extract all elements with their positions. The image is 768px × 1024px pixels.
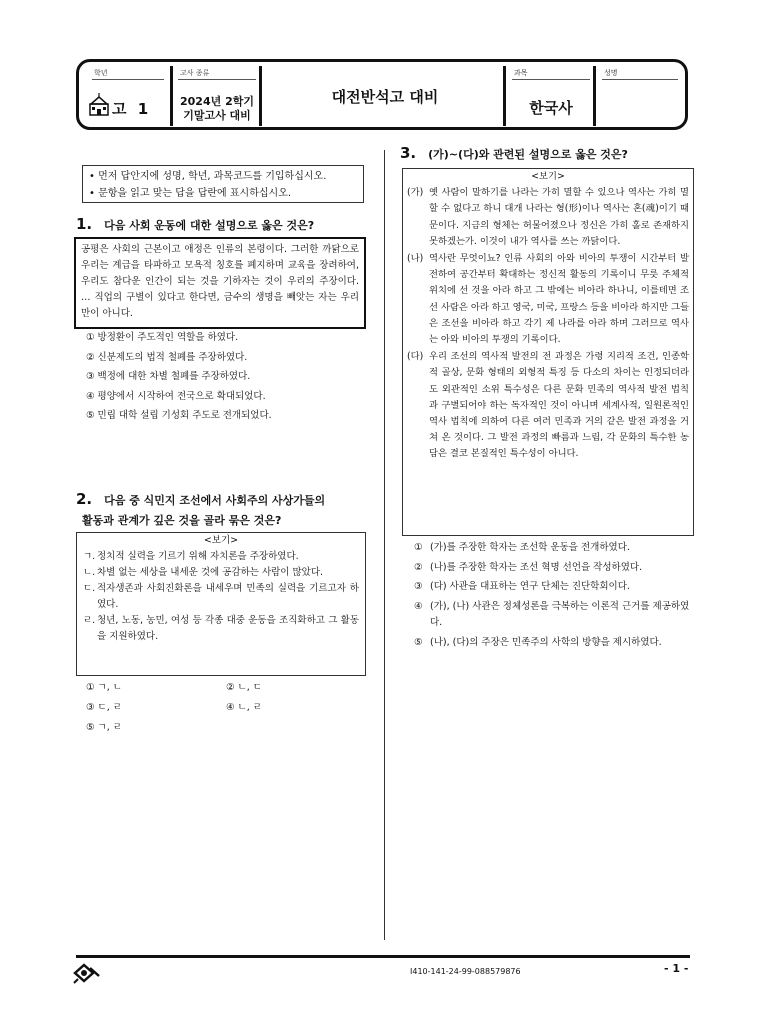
question-text: 다음 사회 운동에 대한 설명으로 옳은 것은?	[104, 219, 315, 232]
option-text: (나)를 주장한 학자는 조선 혁명 선언을 작성하였다.	[430, 561, 643, 573]
grade-underline	[92, 79, 164, 80]
grade-school: 고	[112, 100, 127, 118]
option-1[interactable]	[414, 540, 696, 557]
bogi-text: 청년, 노동, 농민, 여성 등 각종 대중 운동을 조직화하고 그 활동을 지원하였다.	[97, 615, 359, 642]
grade-value	[112, 98, 148, 119]
question-2-bogi-box	[76, 532, 366, 676]
name-label: 성명	[604, 69, 618, 77]
option-3[interactable]: ③ 백정에 대한 차별 철폐를 주장하였다.	[86, 371, 251, 382]
option-5[interactable]: ⑤ 민립 대학 설립 기성회 주도로 전개되었다.	[86, 410, 272, 421]
subject-value: 한국사	[529, 99, 573, 117]
bogi-item	[77, 549, 365, 565]
bogi-key: (나)	[407, 253, 424, 265]
bogi-text: 적자생존과 사회진화론을 내세우며 민족의 실력을 기르고자 하였다.	[97, 583, 359, 610]
option-1[interactable]: ① 방정환이 주도적인 역할을 하였다.	[86, 332, 239, 343]
bogi-item	[77, 581, 365, 613]
exam-title: 대전반석고 대비	[331, 88, 439, 106]
question-text: (가)~(다)와 관련된 설명으로 옳은 것은?	[428, 148, 628, 161]
question-1-header	[76, 215, 314, 233]
option-text: (다) 사관을 대표하는 연구 단체는 진단학회이다.	[430, 581, 630, 592]
publisher-logo-icon	[72, 962, 102, 984]
question-3-header	[400, 144, 628, 162]
bogi-item	[77, 613, 365, 645]
exam-type-underline	[178, 79, 256, 80]
choice-4[interactable]: ④ ㄴ, ㄹ	[226, 702, 262, 713]
option-2[interactable]: ② 신분제도의 법적 철폐를 주장하였다.	[86, 351, 248, 363]
bogi-key: (다)	[407, 351, 424, 363]
footer-rule	[76, 955, 690, 958]
option-text: (가)를 주장한 학자는 조선학 운동을 전개하였다.	[430, 542, 630, 553]
option-text: (나), (다)의 주장은 민족주의 사학의 방향을 제시하였다.	[430, 636, 662, 648]
bogi-item	[403, 250, 693, 348]
question-2-header	[76, 489, 325, 531]
bogi-text: 역사란 무엇이뇨? 인류 사회의 아와 비아의 투쟁이 시간부터 발전하여 공간부터 확대하는 정신적 활동의 기록이니 무릇 주체적 위치에 선 것을 아라 하고 그 밖에는 비아라 하나니, 이를테면 조선 사람은 아라 하고 영국, 미국, 프랑스 등을 비아라 하지만 그들은 조선을 비아라 하고 각기 제 나라를 아라 하며 그러므로 역사는 아와 비아의 투쟁의 기록이다.	[429, 253, 689, 346]
option-marker: ③	[414, 581, 423, 592]
page-number: - 1 -	[664, 962, 689, 975]
bogi-key: ㄹ.	[83, 615, 96, 626]
option-2[interactable]	[414, 560, 696, 577]
question-text: 다음 중 식민지 조선에서 사회주의 사상가들의	[104, 494, 326, 507]
option-marker: ⑤	[414, 636, 423, 648]
option-marker: ④	[414, 600, 423, 612]
grade-number: 1	[137, 100, 149, 118]
subject-underline	[512, 79, 590, 80]
bogi-title: <보기>	[203, 535, 239, 546]
bogi-key: ㄷ.	[83, 583, 96, 594]
question-3-bogi-box	[402, 168, 694, 536]
document-code: I410-141-24-99-088579876	[410, 967, 521, 976]
exam-term-kind: 기말고사 대비	[183, 109, 251, 122]
bogi-key: ㄴ.	[83, 567, 96, 578]
bogi-item	[77, 565, 365, 581]
exam-term-year: 2024년 2학기	[180, 95, 254, 108]
bogi-title: <보기>	[531, 171, 565, 182]
question-3-options	[414, 540, 696, 654]
column-divider	[384, 150, 385, 940]
question-number: 2.	[76, 490, 93, 508]
option-4[interactable]: ④ 평양에서 시작하여 전국으로 확대되었다.	[86, 390, 266, 402]
choice-3[interactable]: ③ ㄷ, ㄹ	[86, 702, 122, 713]
option-marker: ②	[414, 561, 423, 573]
bogi-key: ㄱ.	[83, 551, 96, 562]
instruction-line: • 문항을 읽고 맞는 답을 답란에 표시하십시오.	[89, 188, 292, 199]
option-marker: ①	[414, 542, 423, 553]
bogi-text: 옛 사람이 말하기를 나라는 가히 멸할 수 있으나 역사는 가히 멸할 수 없다고 하니 대개 나라는 형(形)이나 역사는 혼(魂)이기 때문이다. 지금의 형체는 허물어졌으나 정신은 가히 홀로 존재하지 못하겠는가. 이것이 내가 역사를 쓰는 까닭이다.	[429, 187, 689, 247]
option-5[interactable]	[414, 635, 696, 652]
instruction-line: • 먼저 답안지에 성명, 학년, 과목코드를 기입하십시오.	[89, 171, 327, 182]
choice-2[interactable]: ② ㄴ, ㄷ	[226, 682, 262, 693]
choice-1[interactable]: ① ㄱ, ㄴ	[86, 682, 122, 693]
bogi-text: 정치적 실력을 기르기 위해 자치론을 주장하였다.	[97, 551, 299, 562]
exam-term	[172, 95, 262, 123]
question-number: 3.	[400, 144, 417, 162]
question-1-options	[86, 328, 272, 426]
bogi-item	[403, 185, 693, 250]
name-underline	[602, 79, 678, 80]
bogi-key: (가)	[407, 187, 424, 199]
choice-5[interactable]: ⑤ ㄱ, ㄹ	[86, 722, 122, 733]
question-text: 활동과 관계가 깊은 것을 골라 묶은 것은?	[82, 514, 282, 527]
option-3[interactable]	[414, 579, 696, 596]
option-text: (가), (나) 사관은 정체성론을 극복하는 이론적 근거를 제공하였다.	[430, 600, 690, 628]
bogi-item	[403, 348, 693, 462]
option-4[interactable]	[414, 599, 696, 632]
school-icon	[88, 93, 110, 117]
question-number: 1.	[76, 215, 93, 233]
subject-label: 과목	[514, 69, 528, 77]
grade-label: 학년	[94, 69, 108, 77]
bogi-text: 차별 없는 세상을 내세운 것에 공감하는 사람이 많았다.	[97, 567, 324, 578]
question-1-passage: 공평은 사회의 근본이고 애정은 인류의 본령이다. 그러한 까닭으로 우리는 계급을 타파하고 모욕적 칭호를 폐지하며 교육을 장려하여, 우리도 참다운 인간이 되는 것을 기하자는 것이 우리의 주장이다. … 직업의 구별이 있다고 한다면, 금수의 생명을 빼앗는 자는 우리만이 아니다.	[74, 237, 366, 329]
exam-type-label: 고사 종류	[180, 69, 210, 77]
instructions-box	[82, 165, 364, 203]
bogi-text: 우리 조선의 역사적 발전의 전 과정은 가령 지리적 조건, 인종학적 골상, 문화 형태의 외형적 특징 등 다소의 차이는 인정되더라도 외관적인 소위 특수성은 다른 문화 민족의 역사적 발전 법칙과 구별되어야 하는 독자적인 것이 아니며 세계사적, 일원론적인 역사 법칙에 의하여 다른 여러 민족과 거의 같은 발전 과정을 거쳐 온 것이다. 그 발전 과정의 빠름과 느림, 각 문화의 특수한 농담은 결코 본질적인 특수성이 아니다.	[429, 351, 689, 460]
